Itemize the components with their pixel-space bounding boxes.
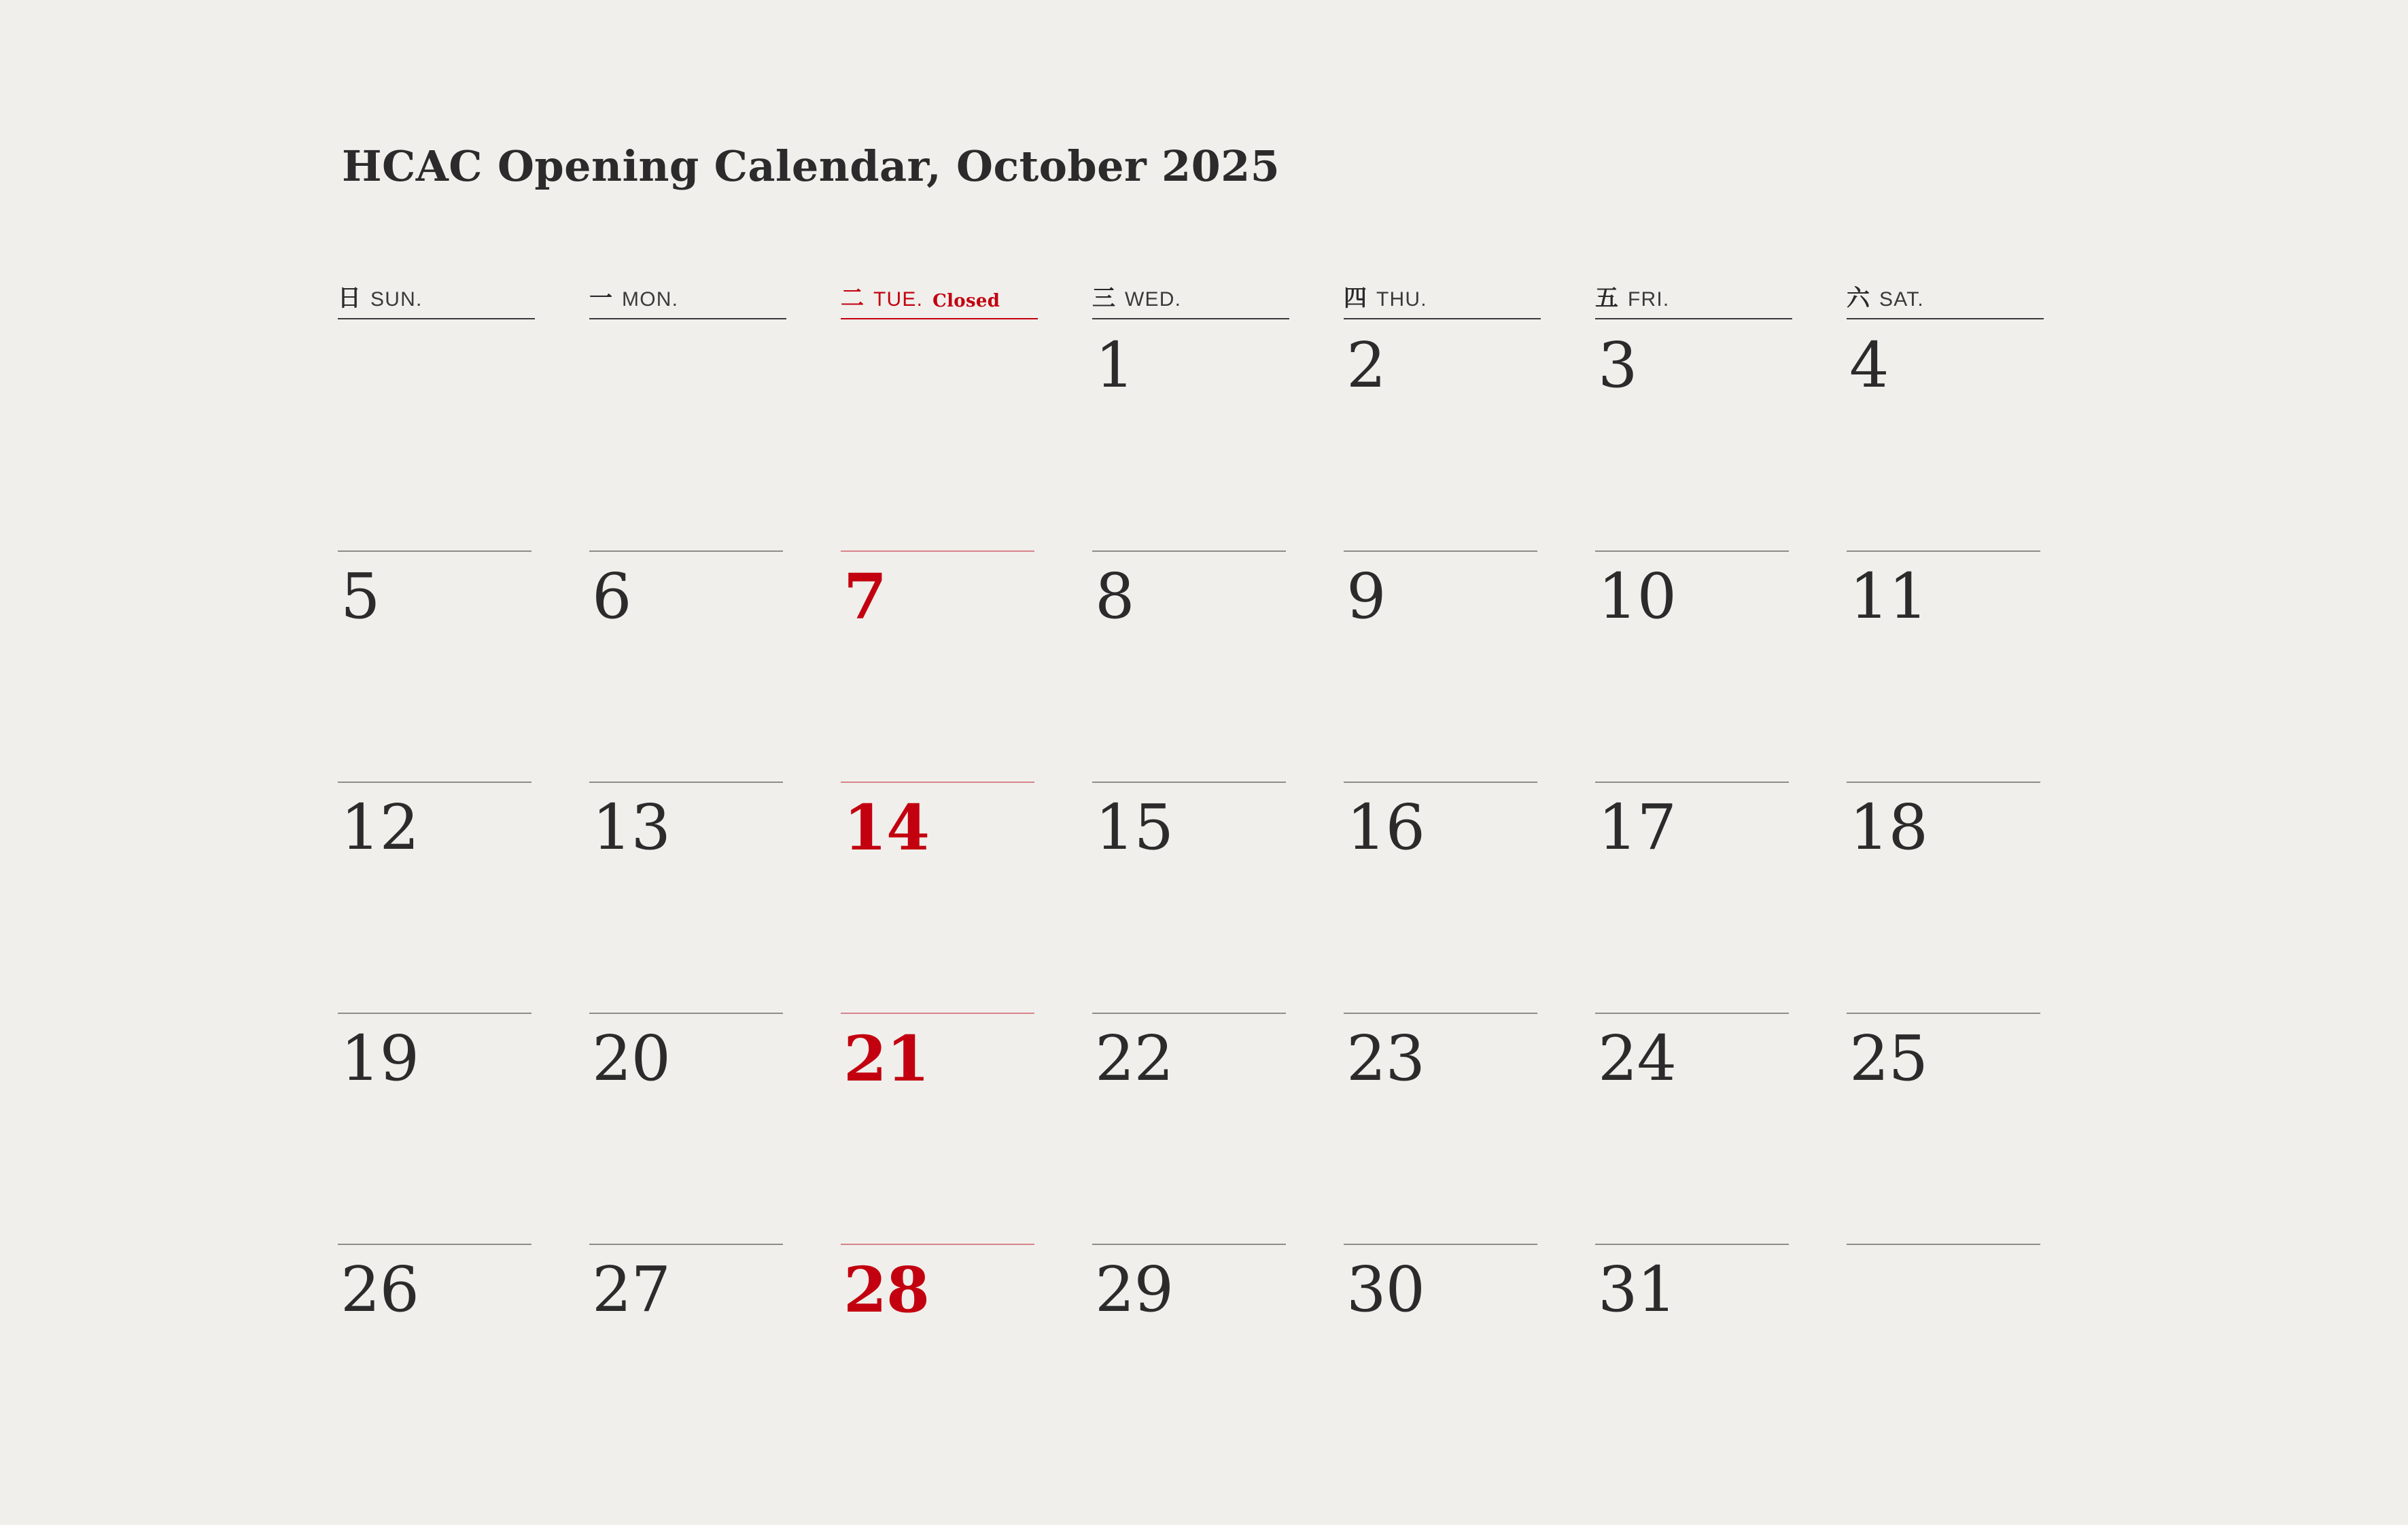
weekday-column-sun [338, 265, 589, 319]
calendar-day-cell[interactable] [1595, 1013, 1792, 1244]
weekday-label-en: MON. [622, 288, 679, 311]
calendar-empty-cell [338, 319, 535, 550]
cell-divider [589, 782, 783, 783]
calendar-day-cell[interactable] [1595, 319, 1792, 550]
weekday-header [1595, 265, 1792, 319]
calendar-day-cell[interactable] [841, 1244, 1038, 1475]
calendar-day-cell[interactable] [841, 550, 1038, 782]
calendar-week-row [338, 550, 2098, 782]
calendar-week-row [338, 782, 2098, 1013]
day-number: 30 [1346, 1253, 1425, 1326]
cell-divider [338, 782, 531, 783]
cell-divider [1092, 782, 1286, 783]
cell-divider [1595, 1013, 1789, 1014]
day-number: 13 [592, 791, 671, 864]
calendar-day-cell[interactable] [1344, 1244, 1541, 1475]
calendar-empty-cell [841, 319, 1038, 550]
day-number: 6 [592, 560, 631, 633]
day-number: 17 [1598, 791, 1677, 864]
day-number: 8 [1095, 560, 1134, 633]
weekday-column-tue [841, 265, 1092, 319]
weekday-header-inner [589, 287, 678, 310]
cell-divider [589, 1244, 783, 1245]
calendar-day-cell[interactable] [338, 1244, 535, 1475]
cell-divider [841, 550, 1034, 552]
cell-divider [1595, 1244, 1789, 1245]
weekday-label-en: TUE. [873, 288, 924, 311]
cell-divider [589, 550, 783, 552]
day-number: 26 [341, 1253, 419, 1326]
cell-divider [338, 550, 531, 552]
calendar-empty-cell [1847, 1244, 2044, 1475]
calendar-day-cell[interactable] [1092, 550, 1289, 782]
weekday-header-row [338, 265, 2098, 319]
calendar-day-cell[interactable] [589, 550, 786, 782]
calendar-day-cell[interactable] [1847, 550, 2044, 782]
calendar-day-cell[interactable] [1595, 550, 1792, 782]
day-number: 2 [1346, 329, 1386, 402]
weekday-column-thu [1344, 265, 1595, 319]
weekday-column-wed [1092, 265, 1344, 319]
cell-divider [1847, 782, 2040, 783]
day-number: 12 [341, 791, 419, 864]
cell-divider [589, 1013, 783, 1014]
weekday-label-cn: 四 [1344, 285, 1367, 312]
weekday-label-cn: 日 [338, 285, 361, 312]
calendar-day-cell[interactable] [338, 1013, 535, 1244]
cell-divider [1092, 1244, 1286, 1245]
cell-divider [1595, 550, 1789, 552]
weekday-column-fri [1595, 265, 1847, 319]
day-number: 9 [1346, 560, 1386, 633]
day-number: 16 [1346, 791, 1425, 864]
weekday-label-en: SAT. [1879, 288, 1924, 311]
cell-divider [338, 1013, 531, 1014]
weekday-column-sat [1847, 265, 2098, 319]
weekday-header-inner [1595, 287, 1669, 310]
day-number: 29 [1095, 1253, 1174, 1326]
cell-divider [1344, 550, 1537, 552]
calendar-day-cell[interactable] [338, 550, 535, 782]
weekday-header-inner [1847, 287, 1924, 310]
day-number: 10 [1598, 560, 1677, 633]
calendar-day-cell[interactable] [1092, 1013, 1289, 1244]
cell-divider [1344, 1013, 1537, 1014]
calendar-day-cell[interactable] [1595, 1244, 1792, 1475]
calendar-day-cell[interactable] [589, 1013, 786, 1244]
day-number: 24 [1598, 1022, 1677, 1095]
calendar-day-cell[interactable] [841, 782, 1038, 1013]
day-number: 27 [592, 1253, 671, 1326]
weekday-header [1092, 265, 1289, 319]
weekday-label-en: THU. [1376, 288, 1427, 311]
weekday-header-inner [841, 287, 1000, 310]
cell-divider [841, 782, 1034, 783]
weekday-header-inner [338, 287, 422, 310]
calendar-day-cell[interactable] [338, 782, 535, 1013]
day-number: 5 [341, 560, 380, 633]
cell-divider [1344, 782, 1537, 783]
calendar-grid [338, 319, 2098, 1475]
weekday-header [841, 265, 1038, 319]
weekday-label-cn: 五 [1595, 285, 1618, 312]
day-number: 14 [843, 791, 930, 864]
weekday-label-cn: 二 [841, 285, 864, 312]
weekday-label-cn: 三 [1092, 285, 1115, 312]
day-number: 28 [843, 1253, 930, 1327]
calendar-day-cell[interactable] [1092, 1244, 1289, 1475]
page-title: HCAC Opening Calendar, October 2025 [342, 141, 1280, 191]
calendar-week-row [338, 1013, 2098, 1244]
cell-divider [1847, 1013, 2040, 1014]
calendar-day-cell[interactable] [1847, 1013, 2044, 1244]
weekday-header [1344, 265, 1541, 319]
weekday-header-inner [1092, 287, 1181, 310]
calendar-day-cell[interactable] [1092, 319, 1289, 550]
weekday-header-inner [1344, 287, 1427, 310]
weekday-label-en: WED. [1125, 288, 1182, 311]
calendar-week-row [338, 319, 2098, 550]
cell-divider [841, 1244, 1034, 1245]
calendar-day-cell[interactable] [1847, 319, 2044, 550]
day-number: 18 [1849, 791, 1928, 864]
calendar-day-cell[interactable] [1344, 319, 1541, 550]
closed-note: Closed [932, 291, 1000, 311]
weekday-header [338, 265, 535, 319]
calendar-day-cell[interactable] [1595, 782, 1792, 1013]
day-number: 19 [341, 1022, 419, 1095]
day-number: 23 [1346, 1022, 1425, 1095]
weekday-label-en: FRI. [1628, 288, 1670, 311]
cell-divider [1092, 1013, 1286, 1014]
weekday-column-mon [589, 265, 841, 319]
day-number: 22 [1095, 1022, 1174, 1095]
cell-divider [1847, 550, 2040, 552]
calendar-day-cell[interactable] [1344, 782, 1541, 1013]
cell-divider [1847, 1244, 2040, 1245]
day-number: 1 [1095, 329, 1134, 402]
cell-divider [841, 1013, 1034, 1014]
calendar-day-cell[interactable] [1344, 1013, 1541, 1244]
calendar-day-cell[interactable] [589, 782, 786, 1013]
day-number: 7 [843, 560, 887, 633]
weekday-header [589, 265, 786, 319]
calendar-week-row [338, 1244, 2098, 1475]
day-number: 11 [1849, 560, 1928, 633]
calendar-day-cell[interactable] [1092, 782, 1289, 1013]
weekday-label-en: SUN. [370, 288, 423, 311]
cell-divider [1344, 1244, 1537, 1245]
weekday-label-cn: 六 [1847, 285, 1870, 312]
day-number: 25 [1849, 1022, 1928, 1095]
calendar-day-cell[interactable] [841, 1013, 1038, 1244]
cell-divider [1092, 550, 1286, 552]
day-number: 3 [1598, 329, 1637, 402]
day-number: 31 [1598, 1253, 1677, 1326]
cell-divider [338, 1244, 531, 1245]
weekday-label-cn: 一 [589, 285, 612, 312]
day-number: 21 [843, 1022, 930, 1095]
day-number: 20 [592, 1022, 671, 1095]
day-number: 4 [1849, 329, 1889, 402]
cell-divider [1595, 782, 1789, 783]
calendar-day-cell[interactable] [1847, 782, 2044, 1013]
day-number: 15 [1095, 791, 1174, 864]
weekday-header [1847, 265, 2044, 319]
calendar-day-cell[interactable] [1344, 550, 1541, 782]
calendar-empty-cell [589, 319, 786, 550]
calendar-day-cell[interactable] [589, 1244, 786, 1475]
